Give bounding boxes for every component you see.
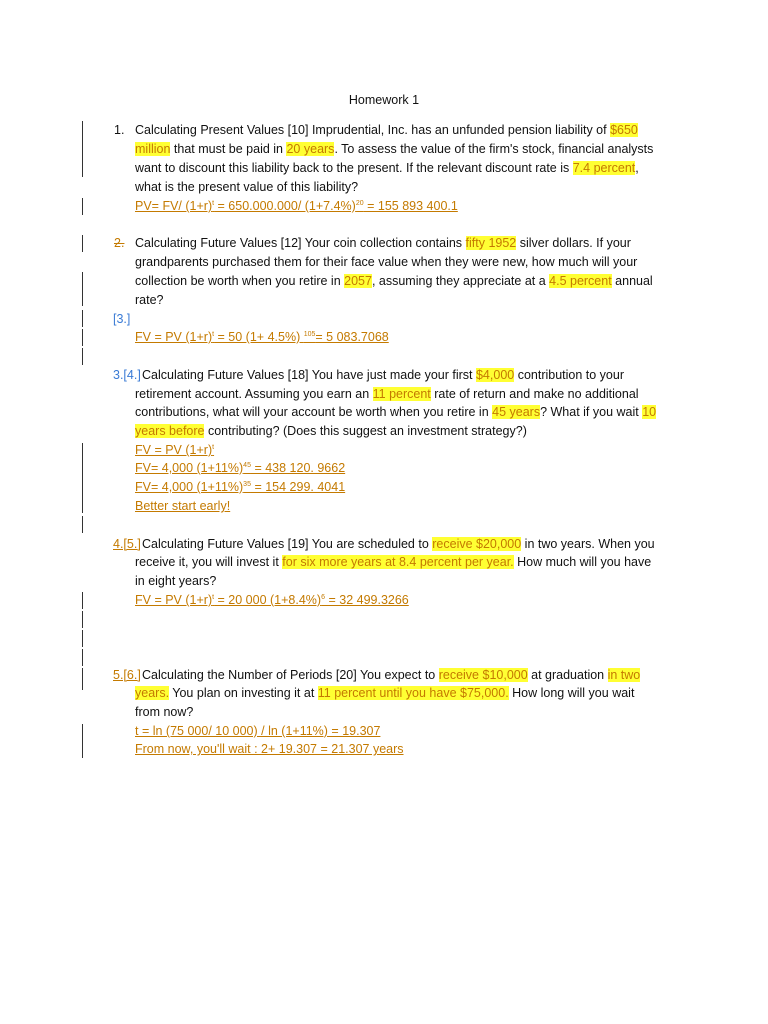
q5-number: 5.[6.]: [113, 668, 141, 682]
q4-line-1: Calculating Future Values [19] You are scheduled to receive $20,000 in two years. When you: [142, 537, 655, 551]
q4-number: 4.[5.]: [113, 537, 141, 551]
q1-line-2: million that must be paid in 20 years. To assess the value of the firm's stock, financial analysts: [135, 142, 654, 156]
change-bar: [82, 329, 83, 346]
page-title: Homework 1: [348, 93, 420, 107]
change-bar: [82, 592, 83, 609]
q3-answer-4: Better start early!: [135, 499, 231, 513]
change-bar: [82, 443, 83, 513]
q3-number: 3.[4.]: [113, 368, 141, 382]
q4-line-3: in eight years?: [135, 574, 217, 588]
q2-answer: FV = PV $(1+r)^t = 50$ (1+ 4.5%) $^{105}$= 5 083.7068: [135, 330, 389, 344]
change-bar: [82, 724, 83, 758]
q5-answer-1: t = ln (75 000/ 10 000) / ln (1+11%) = 19.307: [135, 724, 381, 738]
q2-list-marker: [3.]: [113, 312, 131, 326]
change-bar: [82, 611, 83, 628]
change-bar: [82, 630, 83, 647]
change-bar: [82, 121, 83, 177]
q2-line-4: rate?: [135, 293, 164, 307]
change-bar: [82, 649, 83, 666]
q5-line-2: years. You plan on investing it at 11 percent until you have $75,000. How long will you wait: [135, 686, 635, 700]
q1-line-3: want to discount this liability back to the present. If the relevant discount rate is 7.4 percent,: [135, 161, 639, 175]
q2-number: 2.: [114, 236, 125, 250]
q3-answer-1: FV = PV $(1+r)^t$: [135, 443, 215, 457]
q3-line-1: Calculating Future Values [18] You have just made your first $4,000 contribution to your: [142, 368, 625, 382]
change-bar: [82, 235, 83, 252]
change-bar: [82, 198, 83, 215]
q4-answer: FV = PV $(1+r)^t = 20$ 000 $(1+8.4\%)^6 = 32$ 499.3266: [135, 593, 409, 607]
q1-line-1: Calculating Present Values [10] Imprudential, Inc. has an unfunded pension liability of $650: [135, 123, 638, 137]
q3-answer-3: FV= 4,000 $(1+11\%)^{35} = 154$ 299. 4041: [135, 480, 346, 494]
q3-line-3: contributions, what will your account be worth when you retire in 45 years? What if you wait 10: [135, 405, 657, 419]
q4-line-2: receive it, you will invest it for six more years at 8.4 percent per year. How much will you have: [135, 555, 652, 569]
q3-line-4: years before contributing? (Does this suggest an investment strategy?): [135, 424, 527, 438]
change-bar: [82, 348, 83, 365]
q3-line-2: retirement account. Assuming you earn an 11 percent rate of return and make no additional: [135, 387, 639, 401]
q1-number: 1.: [114, 123, 125, 137]
q5-line-1: Calculating the Number of Periods [20] You expect to receive $10,000 at graduation in two: [142, 668, 641, 682]
change-bar: [82, 668, 83, 690]
change-bar: [82, 310, 83, 327]
q2-line-1: Calculating Future Values [12] Your coin collection contains fifty 1952 silver dollars. If your: [135, 236, 631, 250]
change-bar: [82, 516, 83, 533]
q1-line-4: what is the present value of this liability?: [135, 180, 359, 194]
change-bar: [82, 272, 83, 306]
q5-line-3: from now?: [135, 705, 194, 719]
q5-answer-2: From now, you'll wait : 2+ 19.307 = 21.307 years: [135, 742, 404, 756]
q3-answer-2: FV= 4,000 $(1+11\%)^{45} = 438$ 120. 9662: [135, 461, 346, 475]
q1-answer: PV= FV/ $(1+r)^t = 650.000.000/$ $(1+7.4\%)^{20} = 155$ 893 400.1: [135, 199, 458, 213]
q2-line-2: grandparents purchased them for their face value when they were new, how much will your: [135, 255, 638, 269]
q2-line-3: collection be worth when you retire in 2057, assuming they appreciate at a 4.5 percent annual: [135, 274, 653, 288]
